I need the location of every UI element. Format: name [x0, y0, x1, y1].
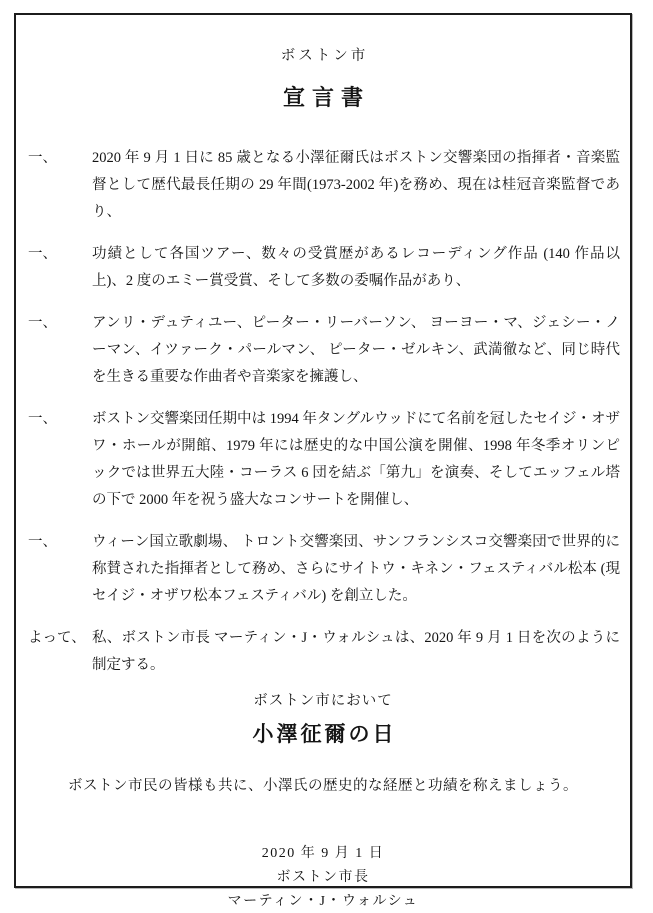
- whereas-item-2-text: 功績として各国ツアー、数々の受賞歴があるレコーディング作品 (140 作品以上)、2 度のエミー賞受賞、そして多数の委嘱作品があり、: [92, 246, 620, 289]
- whereas-item-2: [16, 241, 630, 295]
- proclamation-day-title: 小澤征爾の日: [252, 722, 397, 746]
- whereas-item-1-marker: 一、: [28, 150, 57, 166]
- whereas-item-1: [16, 145, 630, 226]
- whereas-list: [16, 145, 630, 679]
- city-heading: ボストン市: [280, 48, 369, 64]
- proclamation-location-line: ボストン市において: [253, 693, 393, 709]
- document-border-frame: [14, 13, 632, 909]
- therefore-text: 私、ボストン市長 マーティン・J・ウォルシュは、2020 年 9 月 1 日を次のように制定する。: [92, 630, 620, 673]
- signature-block: [16, 842, 630, 913]
- document-title: 宣言書: [282, 85, 370, 110]
- whereas-item-5: [16, 529, 630, 610]
- whereas-item-1-text: 2020 年 9 月 1 日に 85 歳となる小澤征爾氏はボストン交響楽団の指揮者・音楽監督として歴代最長任期の 29 年間(1973-2002 年)を務め、現在は桂冠音楽監督であり、: [92, 150, 620, 220]
- signature-title: ボストン市長: [276, 870, 370, 885]
- whereas-item-4-marker: 一、: [28, 411, 57, 427]
- whereas-item-3-text: アンリ・デュティユー、ピーター・リーバーソン、 ヨーヨー・マ、ジェシー・ノーマン、イツァーク・パールマン、 ピーター・ゼルキン、武満徹など、同じ時代を生きる重要な作曲者や音楽家を擁護し、: [92, 315, 620, 385]
- signature-date: 2020 年 9 月 1 日: [261, 846, 385, 861]
- whereas-item-3: [16, 310, 630, 391]
- whereas-item-3-marker: 一、: [28, 315, 57, 331]
- whereas-item-4: [16, 406, 630, 514]
- signature-name: マーティン・J・ウォルシュ: [227, 894, 419, 909]
- whereas-item-5-marker: 一、: [28, 534, 57, 550]
- whereas-item-2-marker: 一、: [28, 246, 57, 262]
- proclamation-closing-line: ボストン市民の皆様も共に、小澤氏の歴史的な経歴と功績を称えましょう。: [68, 778, 578, 794]
- whereas-item-4-text: ボストン交響楽団任期中は 1994 年タングルウッドにて名前を冠したセイジ・オザワ・ホールが開館、1979 年には歴史的な中国公演を開催、1998 年冬季オリンピックでは世界五大陸・コーラス 6 団を結ぶ「第九」を演奏、そしてエッフェル塔の下で 2000 年を祝う盛大なコンサートを開催し、: [92, 411, 620, 508]
- therefore-marker: よって、: [28, 630, 86, 646]
- whereas-item-5-text: ウィーン国立歌劇場、 トロント交響楽団、サンフランシスコ交響楽団で世界的に称賛された指揮者として務め、さらにサイトウ・キネン・フェスティバル松本 (現セイジ・オザワ松本フェスティバル) を創立した。: [92, 534, 620, 604]
- therefore-clause: [16, 625, 630, 679]
